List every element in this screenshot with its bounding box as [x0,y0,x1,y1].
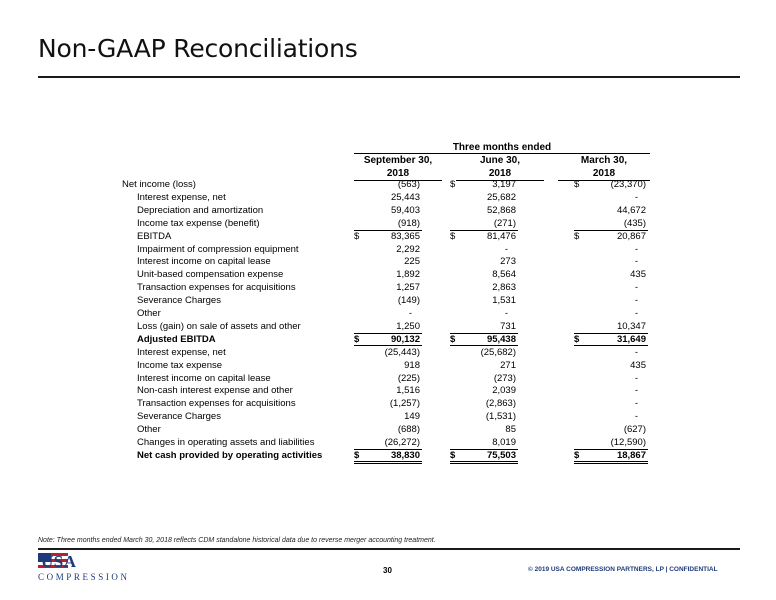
dollar-sign: $ [354,333,360,345]
subtotal-rule [354,345,422,346]
row-label: Changes in operating assets and liabilities [137,437,315,448]
cell-value: 2,039 [492,385,516,397]
table-row [118,243,658,256]
table-row [118,320,658,333]
cell-value: (271) [493,217,516,229]
row-label: Interest expense, net [137,191,226,203]
table-row [118,294,658,307]
row-label: Transaction expenses for acquisitions [137,398,296,410]
table-row [118,230,658,243]
cell-value: 1,516 [396,385,420,397]
subtotal-rule [354,230,422,231]
cell-value: - [634,346,638,358]
row-label: Unit-based compensation expense [137,269,284,281]
company-logo [38,553,140,583]
cell-value: (149) [397,295,420,307]
cell-value: (1,257) [389,398,420,410]
table-row [118,178,658,191]
cell-value: (23,370) [610,179,646,190]
title-divider [38,76,740,78]
cell-value: (918) [397,217,420,229]
logo-wordmark-top: USA [41,552,77,571]
cell-value: 731 [500,320,516,332]
row-label: Impairment of compression equipment [137,243,299,255]
table-row [118,384,658,397]
row-label: Non-cash interest expense and other [137,385,293,397]
cell-value: (627) [623,424,646,436]
cell-value: - [634,243,638,255]
total-rule [574,461,648,462]
cell-value: (688) [397,424,420,436]
row-label: Depreciation and amortization [137,204,264,216]
column-period: September 30, [363,155,433,166]
footnote: Note: Three months ended March 30, 2018 reflects CDM standalone historical data due to reverse merger accounting treatment. [38,537,436,544]
table-row [118,359,658,372]
column-header-jun [456,154,544,181]
subtotal-rule [574,230,648,231]
column-year: 2018 [354,167,442,181]
cell-value: - [408,308,412,319]
cell-value: (225) [397,372,420,384]
total-rule [354,449,422,450]
row-label: Income tax expense [137,359,223,371]
cell-value: (12,590) [610,437,646,448]
subtotal-rule [450,333,518,334]
cell-value: - [634,372,638,384]
cell-value: 3,197 [492,179,516,190]
cell-value: - [634,411,638,423]
row-label: EBITDA [137,230,172,242]
cell-value: 95,438 [486,333,516,345]
cell-value: 90,132 [390,333,420,345]
cell-value: 2,863 [492,282,516,294]
column-period: March 30, [580,155,628,166]
cell-value: (26,272) [384,437,420,448]
cell-value: 59,403 [390,204,420,216]
cell-value: 8,564 [492,269,516,281]
cell-value: 81,476 [486,230,516,242]
row-label: Loss (gain) on sale of assets and other [137,320,301,332]
cell-value: 1,257 [396,282,420,294]
row-label: Transaction expenses for acquisitions [137,282,296,294]
cell-value: - [634,295,638,307]
table-row [118,204,658,217]
total-rule [574,463,648,464]
cell-value: 8,019 [492,437,516,448]
dollar-sign: $ [574,449,580,461]
subtotal-rule [574,333,648,334]
table-row [118,307,658,320]
cell-value: 25,443 [390,191,420,203]
table-row [118,436,658,449]
dollar-sign: $ [574,333,580,345]
total-rule [450,461,518,462]
page-number: 30 [383,566,392,575]
cell-value: 18,867 [616,449,646,461]
row-label: Interest expense, net [137,346,226,358]
total-rule [354,461,422,462]
column-year: 2018 [456,167,544,181]
cell-value: 31,649 [616,333,646,345]
column-period: June 30, [479,155,521,166]
table-row [118,217,658,230]
dollar-sign: $ [450,333,456,345]
cell-value: 38,830 [390,449,420,461]
cell-value: 10,347 [616,320,646,332]
column-header-sep [354,154,442,181]
cell-value: 918 [404,359,420,371]
row-label: Interest income on capital lease [137,256,271,268]
cell-value: 273 [500,256,516,268]
table-row [118,372,658,385]
row-label: Other [137,308,161,319]
row-label: Net income (loss) [122,179,196,190]
cell-value: 83,365 [390,230,420,242]
table-row [118,397,658,410]
cell-value: - [634,385,638,397]
dollar-sign: $ [574,179,580,190]
dollar-sign: $ [354,230,360,242]
cell-value: 85 [505,424,516,436]
cell-value: 435 [630,359,646,371]
cell-value: 1,250 [396,320,420,332]
cell-value: - [504,308,508,319]
table-row [118,281,658,294]
logo-wordmark-bottom: COMPRESSION [38,572,130,582]
dollar-sign: $ [450,179,456,190]
cell-value: - [634,308,638,319]
row-label: Other [137,424,161,436]
cell-value: 435 [630,269,646,281]
subtotal-rule [354,333,422,334]
column-year: 2018 [558,167,650,181]
row-label: Income tax expense (benefit) [137,217,260,229]
row-label: Interest income on capital lease [137,372,271,384]
cell-value: - [634,191,638,203]
cell-value: 271 [500,359,516,371]
cell-value: 1,892 [396,269,420,281]
table-row [118,410,658,423]
cell-value: (2,863) [485,398,516,410]
dollar-sign: $ [450,230,456,242]
group-header: Three months ended [354,141,650,154]
cell-value: - [634,282,638,294]
cell-value: 52,868 [486,204,516,216]
cell-value: 225 [404,256,420,268]
cell-value: (25,443) [384,346,420,358]
subtotal-rule [450,230,518,231]
table-row [118,346,658,359]
row-label: Severance Charges [137,411,221,423]
row-label: Net cash provided by operating activities [137,449,323,461]
table-row [118,255,658,268]
cell-value: (273) [493,372,516,384]
column-header-mar [558,154,650,181]
table-row [118,191,658,204]
cell-value: - [634,398,638,410]
cell-value: (1,531) [485,411,516,423]
cell-value: (435) [623,217,646,229]
cell-value: 75,503 [486,449,516,461]
subtotal-rule [450,345,518,346]
dollar-sign: $ [574,230,580,242]
cell-value: - [634,256,638,268]
subtotal-rule [574,345,648,346]
total-rule [354,463,422,464]
cell-value: 149 [404,411,420,423]
page-title: Non-GAAP Reconciliations [38,34,358,63]
cell-value: 2,292 [396,243,420,255]
row-label: Adjusted EBITDA [137,333,216,345]
dollar-sign: $ [450,449,456,461]
total-rule [450,463,518,464]
copyright-text: © 2019 USA COMPRESSION PARTNERS, LP | CONFIDENTIAL [528,566,718,573]
cell-value: 25,682 [486,191,516,203]
cell-value: 20,867 [616,230,646,242]
cell-value: 44,672 [616,204,646,216]
cell-value: - [504,243,508,255]
footer-divider [38,548,740,550]
cell-value: 1,531 [492,295,516,307]
row-label: Severance Charges [137,295,221,307]
dollar-sign: $ [354,449,360,461]
total-rule [450,449,518,450]
table-row [118,268,658,281]
cell-value: (25,682) [480,346,516,358]
cell-value: (563) [397,179,420,190]
total-rule [574,449,648,450]
table-row [118,423,658,436]
